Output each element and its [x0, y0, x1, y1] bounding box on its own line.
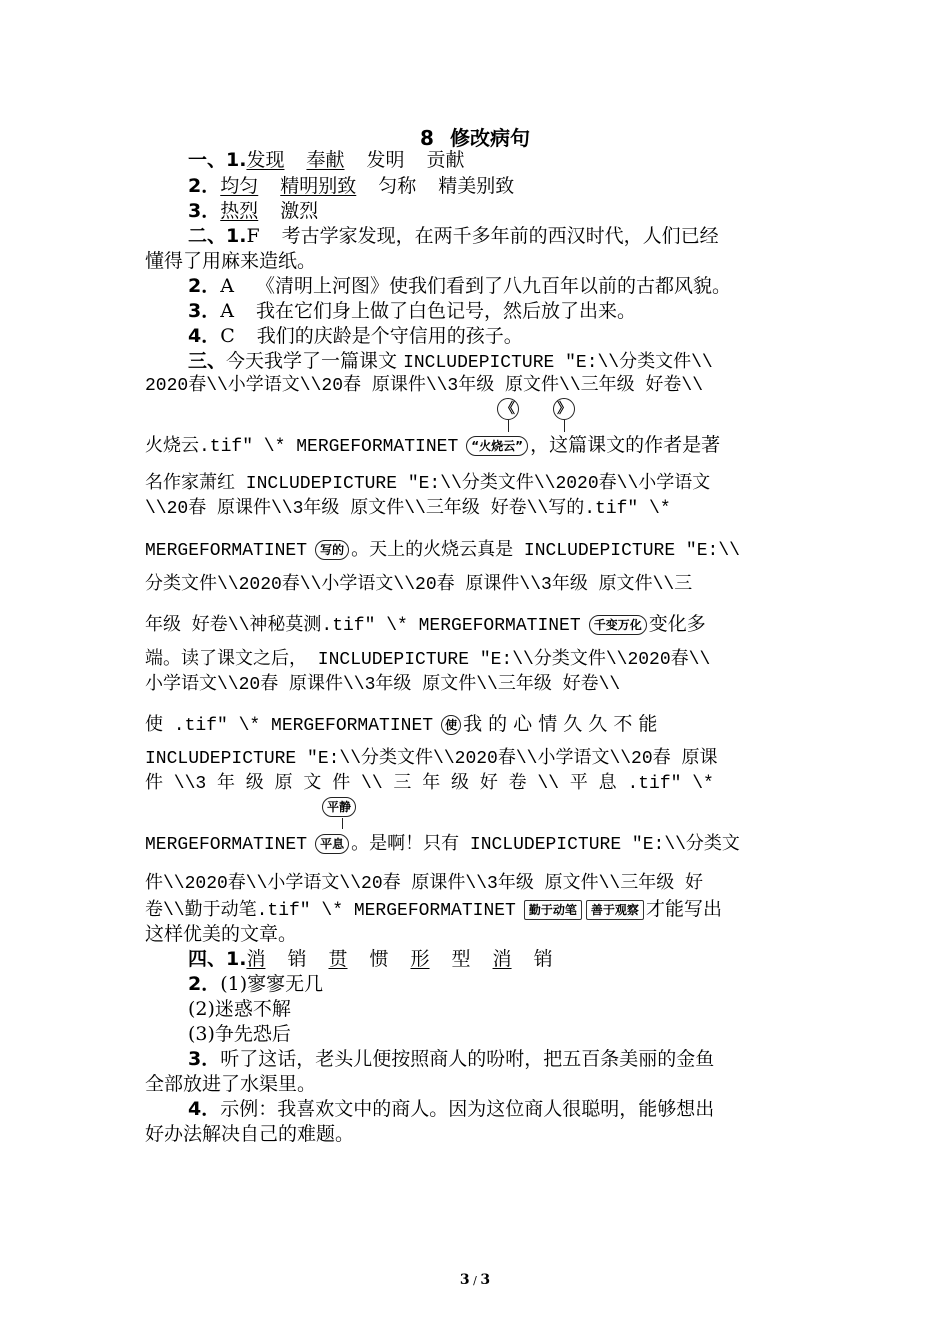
- para-text: 我 的 心 情 久 久 不 能: [463, 713, 658, 735]
- answer-char: 销: [533, 948, 553, 970]
- s4-line2: [188, 972, 808, 997]
- connector-line: [564, 420, 565, 432]
- answer-word: 精美别致: [438, 175, 515, 197]
- s3-line17: 这样优美的文章。: [145, 923, 298, 945]
- inline-picture-pingxi: 平息: [315, 834, 349, 854]
- s4-line1: [188, 947, 808, 972]
- field-code: 年级 好卷\\神秘莫测.tif" \* MERGEFORMATINET: [145, 616, 581, 636]
- inline-picture-huoshaoyun: “火烧云”: [466, 436, 528, 456]
- answer-code: C: [220, 325, 235, 347]
- answer-word: 热烈: [220, 200, 259, 222]
- bracket-left-icon: 《: [497, 398, 519, 420]
- field-code: MERGEFORMATINET: [145, 541, 308, 561]
- field-code: 卷\\勤于动笔.tif" \* MERGEFORMATINET: [145, 901, 516, 921]
- s3-line9: 端。读了课文之后， INCLUDEPICTURE "E:\\分类文件\\2020春\\: [145, 650, 711, 670]
- para-text: 今天我学了一篇课文: [226, 350, 398, 372]
- connector-line: [342, 818, 343, 829]
- answer-code: A: [220, 275, 234, 297]
- s4-line5: [188, 1047, 808, 1072]
- answer-char: 贯: [328, 948, 348, 970]
- inline-picture-qianbian: 千变万化: [589, 615, 647, 635]
- inline-picture-xiede: 写的: [315, 540, 349, 560]
- s2-line1: [188, 224, 808, 249]
- s3-line15: 件\\2020春\\小学语文\\20春 原课件\\3年级 原文件\\三年级 好: [145, 874, 704, 894]
- s4-line6: [188, 1097, 808, 1122]
- lesson-number: 8: [420, 126, 434, 150]
- s2-line2: [188, 274, 808, 299]
- answer-text: 我们的庆龄是个守信用的孩子。: [256, 325, 523, 347]
- s2-line4: [188, 324, 808, 349]
- answer-word: 发现: [246, 149, 285, 171]
- answer-char: 惯: [369, 948, 389, 970]
- s1-line2: [188, 174, 808, 199]
- inline-picture-qinyu: 勤于动笔: [524, 900, 582, 920]
- s3-line10: 小学语文\\20春 原课件\\3年级 原文件\\三年级 好卷\\: [145, 675, 621, 695]
- answer-code: A: [220, 300, 234, 322]
- current-page: 3: [459, 1272, 470, 1288]
- lesson-title: 修改病句: [449, 126, 530, 150]
- total-pages: 3: [480, 1272, 491, 1288]
- para-text: 变化多: [648, 613, 706, 635]
- answer-char: 销: [287, 948, 307, 970]
- s2-line1b: [145, 249, 807, 274]
- s3-line2: 2020春\\小学语文\\20春 原课件\\3年级 原文件\\三年级 好卷\\: [145, 376, 704, 396]
- field-code: 火烧云.tif" \* MERGEFORMATINET: [145, 437, 459, 457]
- inline-picture-shanyu: 善于观察: [586, 900, 644, 920]
- item-label: 3．: [188, 300, 221, 322]
- answer-word: 匀称: [378, 175, 417, 197]
- item-label: 2．: [188, 175, 221, 197]
- page-number: 3 / 3: [459, 1272, 491, 1288]
- answer-char: 消: [246, 948, 266, 970]
- s3-line5: \\20春 原课件\\3年级 原文件\\三年级 好卷\\写的.tif" \*: [145, 499, 671, 519]
- answer-word: 激烈: [280, 200, 319, 222]
- s4-line4: (3)争先恐后: [188, 1023, 291, 1045]
- s4-line5b: 全部放进了水渠里。: [145, 1073, 317, 1095]
- item-label: 4．: [188, 325, 221, 347]
- para-text: 才能写出: [645, 898, 722, 920]
- answer-text: 《清明上河图》使我们看到了八九百年以前的古都风貌。: [255, 275, 731, 297]
- s2-line3: [188, 299, 808, 324]
- s3-line11: [145, 712, 807, 739]
- s1-line3: [188, 199, 808, 224]
- item-label: 4．: [188, 1098, 221, 1120]
- answer-word: 均匀: [220, 175, 259, 197]
- answer-char: 消: [492, 948, 512, 970]
- bracket-right-icon: 》: [553, 398, 575, 420]
- para-text: ，这篇课文的作者是著: [530, 434, 721, 456]
- field-code: MERGEFORMATINET: [145, 835, 308, 855]
- s3-line12: INCLUDEPICTURE "E:\\分类文件\\2020春\\小学语文\\20春 原课: [145, 749, 718, 769]
- s4-line3: (2)迷惑不解: [188, 998, 291, 1020]
- answer-text: 考古学家发现，在两千多年前的西汉时代，人们已经: [281, 225, 719, 247]
- s3-line16: [145, 897, 807, 924]
- s3-line8: [145, 612, 807, 639]
- item-label: 3．: [188, 1048, 221, 1070]
- s1-line1: [188, 148, 808, 173]
- inline-picture-pingjing: 平静: [322, 797, 356, 817]
- s3-label: 三、: [188, 350, 227, 372]
- s3-line6: [145, 537, 807, 564]
- item-label: 3．: [188, 200, 221, 222]
- answer-text: (1)寥寥无几: [220, 973, 324, 995]
- inline-picture-shi: 使: [441, 715, 461, 735]
- answer-word: 奉献: [306, 149, 345, 171]
- s3-line14: [145, 831, 807, 858]
- para-text: 。天上的火烧云真是 INCLUDEPICTURE "E:\\: [351, 541, 740, 561]
- answer-code: F: [246, 225, 260, 247]
- s4-line6b: 好办法解决自己的难题。: [145, 1123, 355, 1145]
- answer-text: 听了这话，老头儿便按照商人的吩咐，把五百条美丽的金鱼: [220, 1048, 715, 1070]
- answer-word: 精明别致: [280, 175, 357, 197]
- answer-word: 发明: [366, 149, 405, 171]
- field-code: 使 .tif" \* MERGEFORMATINET: [145, 716, 434, 736]
- s3-line13: 件 \\3 年 级 原 文 件 \\ 三 年 级 好 卷 \\ 平 息 .tif" \*: [145, 774, 714, 794]
- s3-line1: [188, 349, 808, 376]
- answer-char: 形: [410, 948, 430, 970]
- s3-line4: 名作家萧红 INCLUDEPICTURE "E:\\分类文件\\2020春\\小学语文: [145, 474, 711, 494]
- answer-word: 贡献: [426, 149, 465, 171]
- connector-line: [508, 420, 509, 432]
- item-label: 2．: [188, 973, 221, 995]
- answer-text: 示例：我喜欢文中的商人。因为这位商人很聪明，能够想出: [220, 1098, 715, 1120]
- para-text: 。是啊！只有 INCLUDEPICTURE "E:\\分类文: [351, 835, 740, 855]
- s2-label: 二、1.: [188, 225, 247, 247]
- s3-line3: [145, 433, 807, 460]
- s3-line7: 分类文件\\2020春\\小学语文\\20春 原课件\\3年级 原文件\\三: [145, 575, 693, 595]
- s4-label: 四、1.: [188, 948, 247, 970]
- item-label: 2．: [188, 275, 221, 297]
- s1-label: 一、1.: [188, 149, 247, 171]
- answer-text: 懂得了用麻来造纸。: [145, 250, 317, 272]
- answer-char: 型: [451, 948, 471, 970]
- answer-text: 我在它们身上做了白色记号，然后放了出来。: [255, 300, 636, 322]
- field-code: INCLUDEPICTURE "E:\\分类文件\\: [403, 353, 713, 373]
